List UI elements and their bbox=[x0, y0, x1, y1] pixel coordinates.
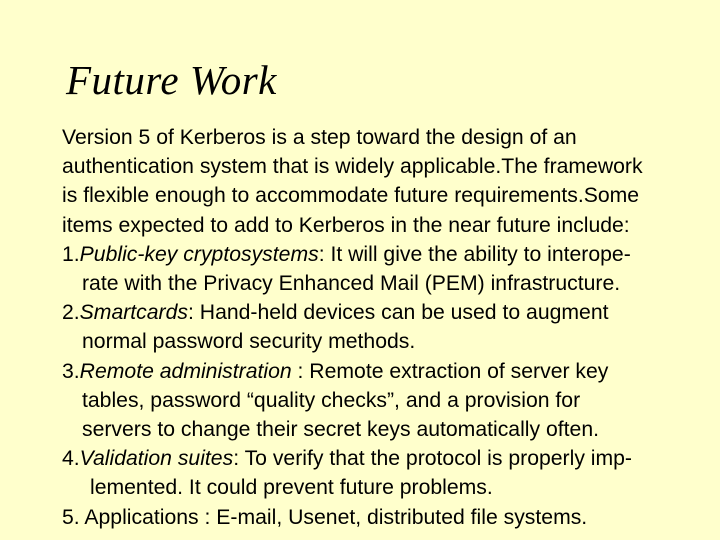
intro-line: Version 5 of Kerberos is a step toward the design of an bbox=[62, 126, 577, 149]
item-text: : It will give the ability to interope- bbox=[318, 242, 631, 266]
list-item-applications bbox=[62, 503, 718, 532]
item-term: Public-key cryptosystems bbox=[79, 242, 319, 266]
item-continuation: servers to change their secret keys automatically often. bbox=[82, 418, 599, 442]
item-text: : Remote extraction of server key bbox=[291, 359, 609, 383]
item-term: Smartcards bbox=[79, 301, 188, 325]
list-item-remote-administration bbox=[62, 357, 718, 445]
intro-line: is flexible enough to accommodate future requirements.Some bbox=[62, 184, 640, 208]
item-continuation: rate with the Privacy Enhanced Mail (PEM) infrastructure. bbox=[82, 272, 621, 296]
item-number: 1. bbox=[62, 242, 80, 266]
item-term: Remote administration bbox=[79, 359, 292, 383]
item-continuation: tables, password “quality checks”, and a provision for bbox=[82, 388, 581, 412]
list-item-validation-suites bbox=[62, 444, 718, 502]
item-text: : To verify that the protocol is properly imp- bbox=[233, 447, 632, 471]
intro-line: items expected to add to Kerberos in the near future include: bbox=[62, 213, 630, 237]
item-number: 4. bbox=[62, 447, 80, 471]
slide-body bbox=[62, 123, 718, 532]
slide-title: Future Work bbox=[66, 57, 277, 103]
item-number: 3. bbox=[62, 359, 80, 383]
list-item-public-key bbox=[62, 240, 718, 298]
item-term: Validation suites bbox=[79, 447, 234, 471]
item-continuation: lemented. It could prevent future problems. bbox=[90, 476, 493, 500]
item-text: : Hand-held devices can be used to augment bbox=[188, 301, 609, 325]
item-number: 2. bbox=[62, 301, 80, 325]
item-text: Applications : E-mail, Usenet, distributed file systems. bbox=[79, 505, 588, 529]
list-item-smartcards bbox=[62, 298, 718, 356]
item-number: 5. bbox=[62, 505, 80, 529]
intro-line: authentication system that is widely applicable.The framework bbox=[62, 155, 643, 179]
item-continuation: normal password security methods. bbox=[82, 330, 416, 354]
